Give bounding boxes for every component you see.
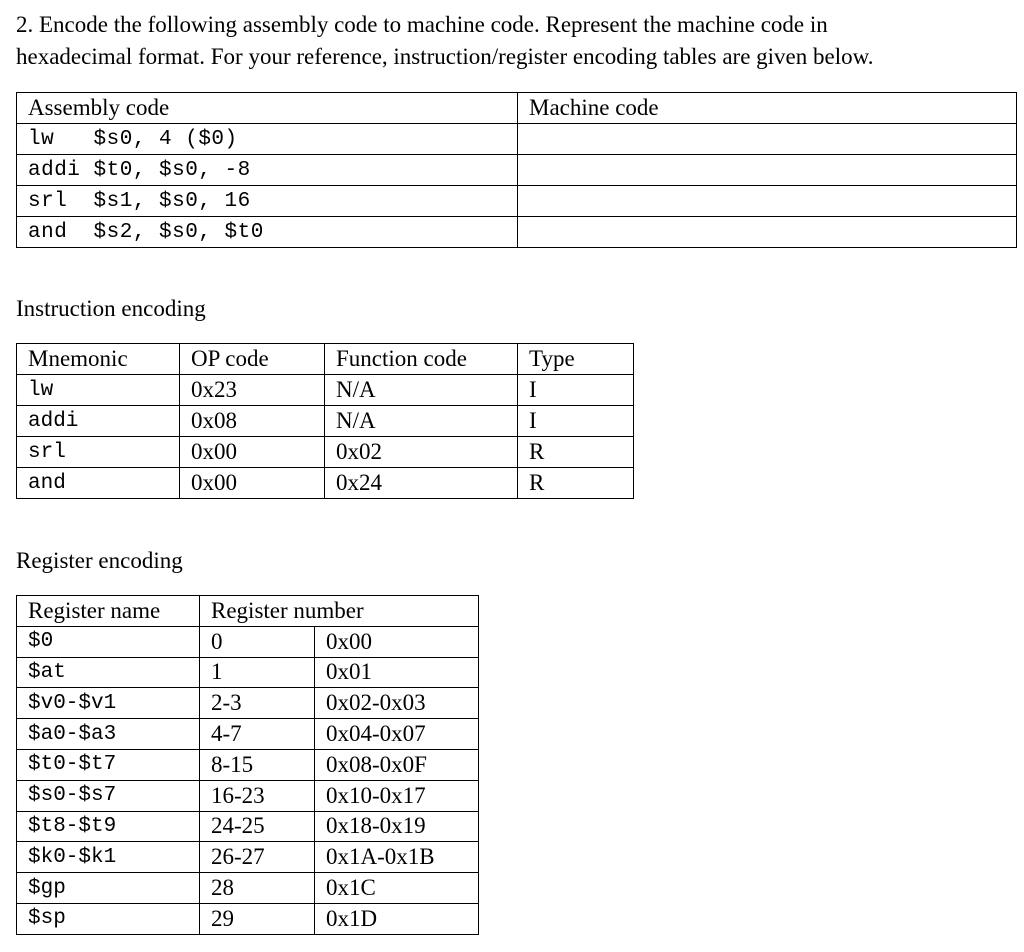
- mnemonic-cell: srl: [17, 437, 180, 468]
- register-decimal-cell: 26-27: [200, 842, 315, 873]
- register-decimal-cell: 0: [200, 626, 315, 657]
- assembly-table: [16, 92, 1017, 248]
- register-name-cell: $t0-$t7: [17, 749, 200, 780]
- table-row: [17, 749, 479, 780]
- register-name-cell: $sp: [17, 903, 200, 934]
- register-decimal-cell: 8-15: [200, 749, 315, 780]
- table-row: [17, 626, 479, 657]
- opcode-cell: 0x00: [180, 437, 325, 468]
- assembly-table-header: [17, 93, 1017, 124]
- opcode-cell: 0x00: [180, 468, 325, 499]
- type-cell: R: [518, 468, 634, 499]
- function-code-cell: 0x24: [325, 468, 518, 499]
- register-name-cell: $t8-$t9: [17, 811, 200, 842]
- register-hex-cell: 0x18-0x19: [315, 811, 479, 842]
- table-row: [17, 375, 634, 406]
- register-hex-cell: 0x02-0x03: [315, 688, 479, 719]
- register-name-cell: $s0-$s7: [17, 780, 200, 811]
- machine-code-cell[interactable]: [518, 155, 1017, 186]
- register-name-cell: $a0-$a3: [17, 719, 200, 750]
- register-decimal-cell: 2-3: [200, 688, 315, 719]
- function-code-header: Function code: [325, 344, 518, 375]
- table-row: [17, 688, 479, 719]
- type-cell: R: [518, 437, 634, 468]
- register-hex-cell: 0x1D: [315, 903, 479, 934]
- table-row: [17, 468, 634, 499]
- type-cell: I: [518, 375, 634, 406]
- question-line-1: 2. Encode the following assembly code to machine code. Represent the machine code in: [16, 12, 828, 37]
- register-name-cell: $0: [17, 626, 200, 657]
- table-row: [17, 811, 479, 842]
- machine-code-cell[interactable]: [518, 217, 1017, 248]
- opcode-cell: 0x08: [180, 406, 325, 437]
- register-decimal-cell: 24-25: [200, 811, 315, 842]
- mnemonic-cell: and: [17, 468, 180, 499]
- mnemonic-header: Mnemonic: [17, 344, 180, 375]
- opcode-header: OP code: [180, 344, 325, 375]
- table-row: [17, 842, 479, 873]
- register-hex-cell: 0x10-0x17: [315, 780, 479, 811]
- table-row: [17, 873, 479, 904]
- register-name-cell: $k0-$k1: [17, 842, 200, 873]
- register-decimal-cell: 29: [200, 903, 315, 934]
- instruction-table-header: [17, 344, 634, 375]
- type-header: Type: [518, 344, 634, 375]
- type-cell: I: [518, 406, 634, 437]
- machine-code-cell[interactable]: [518, 124, 1017, 155]
- table-row: [17, 217, 1017, 248]
- register-decimal-cell: 1: [200, 657, 315, 688]
- register-name-cell: $v0-$v1: [17, 688, 200, 719]
- assembly-cell: and $s2, $s0, $t0: [17, 217, 518, 248]
- table-row: [17, 124, 1017, 155]
- register-name-cell: $gp: [17, 873, 200, 904]
- register-hex-cell: 0x04-0x07: [315, 719, 479, 750]
- mnemonic-cell: addi: [17, 406, 180, 437]
- function-code-cell: 0x02: [325, 437, 518, 468]
- assembly-cell: lw $s0, 4 ($0): [17, 124, 518, 155]
- function-code-cell: N/A: [325, 406, 518, 437]
- opcode-cell: 0x23: [180, 375, 325, 406]
- machine-code-header: Machine code: [518, 93, 1017, 124]
- table-row: [17, 437, 634, 468]
- register-name-header: Register name: [17, 596, 200, 627]
- register-decimal-cell: 28: [200, 873, 315, 904]
- assembly-cell: srl $s1, $s0, 16: [17, 186, 518, 217]
- assembly-cell: addi $t0, $s0, -8: [17, 155, 518, 186]
- table-row: [17, 186, 1017, 217]
- instruction-encoding-table: [16, 343, 634, 499]
- register-name-cell: $at: [17, 657, 200, 688]
- question-line-2: hexadecimal format. For your reference, instruction/register encoding tables are given below.: [16, 44, 874, 69]
- table-row: [17, 657, 479, 688]
- assembly-code-header: Assembly code: [17, 93, 518, 124]
- register-encoding-table: [16, 595, 479, 935]
- table-row: [17, 406, 634, 437]
- register-hex-cell: 0x08-0x0F: [315, 749, 479, 780]
- table-row: [17, 155, 1017, 186]
- machine-code-cell[interactable]: [518, 186, 1017, 217]
- function-code-cell: N/A: [325, 375, 518, 406]
- register-table-header: [17, 596, 479, 627]
- question-text: [16, 9, 1016, 73]
- register-hex-cell: 0x00: [315, 626, 479, 657]
- register-decimal-cell: 16-23: [200, 780, 315, 811]
- register-hex-cell: 0x01: [315, 657, 479, 688]
- register-hex-cell: 0x1C: [315, 873, 479, 904]
- table-row: [17, 780, 479, 811]
- register-decimal-cell: 4-7: [200, 719, 315, 750]
- table-row: [17, 719, 479, 750]
- register-encoding-title: Register encoding: [16, 548, 183, 573]
- table-row: [17, 903, 479, 934]
- register-number-header: Register number: [200, 596, 479, 627]
- mnemonic-cell: lw: [17, 375, 180, 406]
- instruction-encoding-title: Instruction encoding: [16, 296, 206, 321]
- register-hex-cell: 0x1A-0x1B: [315, 842, 479, 873]
